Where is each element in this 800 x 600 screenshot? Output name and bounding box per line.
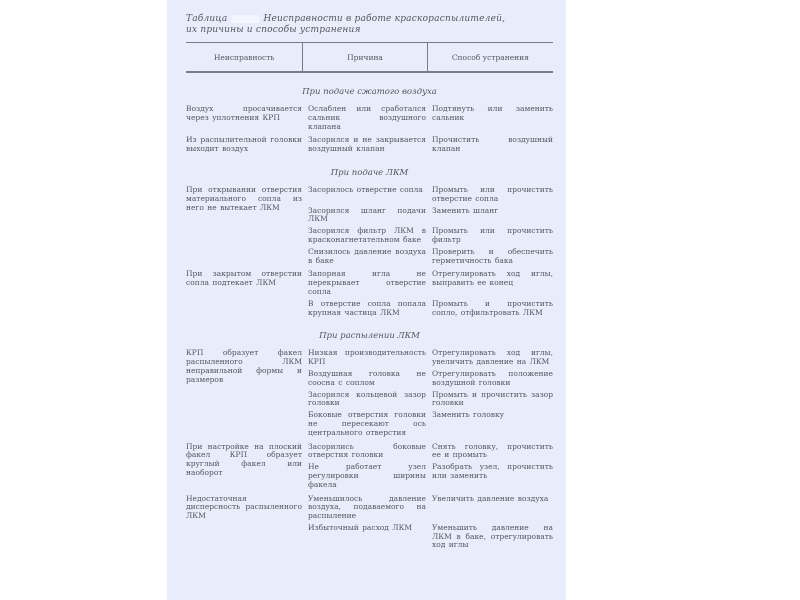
cause-remedy-pair bbox=[308, 207, 553, 225]
cause-remedy-list bbox=[308, 186, 553, 265]
cause-cell: В отверстие сопла попала крупная частица ЛКМ bbox=[308, 298, 426, 317]
fault-cell: Воздух просачивается через уплотнения КРП bbox=[186, 104, 302, 122]
remedy-cell: Уменьшить давление на ЛКМ в баке, отрегулировать ход иглы bbox=[432, 522, 553, 550]
fault-cell: Из распылительной головки выходит воздух bbox=[186, 135, 302, 154]
cause-remedy-list bbox=[308, 495, 553, 551]
table-row bbox=[186, 495, 553, 551]
cause-remedy-pair bbox=[308, 186, 553, 204]
remedy-cell: Разобрать узел, прочистить или заменить bbox=[432, 462, 553, 480]
remedy-cell: Подтянуть или заменить сальник bbox=[432, 104, 553, 122]
document-content bbox=[167, 0, 566, 550]
cause-cell: Засорился и не закрывается воздушный клапан bbox=[308, 135, 426, 154]
table-label: Таблица bbox=[186, 14, 228, 24]
cause-remedy-pair bbox=[308, 443, 553, 461]
cause-cell: Запорная игла не перекрывает отверстие сопла bbox=[308, 269, 426, 296]
fault-cell: При закрытом отверстии сопла подтекает ЛКМ bbox=[186, 269, 302, 288]
remedy-cell: Заменить шланг bbox=[432, 205, 499, 215]
cause-remedy-list bbox=[308, 136, 553, 154]
fault-cell: Недостаточная дисперсность распыленного ЛКМ bbox=[186, 493, 302, 521]
cause-remedy-list bbox=[308, 349, 553, 437]
cause-remedy-pair bbox=[308, 136, 553, 154]
table-row bbox=[186, 443, 553, 490]
cause-remedy-pair bbox=[308, 463, 553, 489]
cause-remedy-pair bbox=[308, 495, 553, 521]
cause-cell: Избыточный расход ЛКМ bbox=[308, 522, 413, 532]
remedy-cell: Заменить головку bbox=[432, 410, 505, 420]
fault-cell: КРП образует факел распыленного ЛКМ неправильной формы и размеров bbox=[186, 348, 302, 384]
table-body bbox=[186, 87, 553, 550]
cause-cell: Воздушная головка не соосна с соплом bbox=[308, 368, 426, 387]
cause-remedy-list bbox=[308, 270, 553, 317]
cause-remedy-pair bbox=[308, 270, 553, 296]
cause-cell: Уменьшилось давление воздуха, подаваемого на распыление bbox=[308, 493, 426, 521]
section-heading: При подаче ЛКМ bbox=[330, 167, 409, 178]
remedy-cell: Снять головку, прочистить ее и промыть bbox=[432, 441, 553, 460]
table-row bbox=[186, 136, 553, 154]
cause-remedy-pair bbox=[308, 370, 553, 388]
section-heading: При подаче сжатого воздуха bbox=[302, 87, 437, 97]
remedy-cell: Отрегулировать положение воздушной головки bbox=[432, 368, 553, 387]
document-title bbox=[186, 14, 553, 35]
cause-cell: Засорилось отверстие сопла bbox=[308, 184, 423, 194]
remedy-cell: Промыть и прочистить сопло, отфильтровать ЛКМ bbox=[432, 298, 553, 317]
cause-cell: Низкая производительность КРП bbox=[308, 348, 426, 367]
cause-remedy-list bbox=[308, 443, 553, 490]
scanned-page bbox=[167, 0, 566, 600]
cause-remedy-pair bbox=[308, 300, 553, 318]
cause-cell: Ослаблен или сработался сальник воздушного клапана bbox=[308, 104, 426, 131]
table-row bbox=[186, 105, 553, 131]
fault-cell: При настройке на плоский факел КРП образует круглый факел или наоборот bbox=[186, 441, 302, 477]
table-row bbox=[186, 270, 553, 317]
remedy-cell: Отрегулировать ход иглы, увеличить давление на ЛКМ bbox=[432, 348, 553, 367]
cause-remedy-pair bbox=[308, 248, 553, 266]
section-heading: При распылении ЛКМ bbox=[319, 331, 420, 342]
cause-remedy-pair bbox=[308, 411, 553, 437]
column-header: Способ устранения bbox=[427, 43, 553, 71]
remedy-cell: Проверить и обеспечить герметичность бака bbox=[432, 246, 553, 265]
cause-remedy-pair bbox=[308, 349, 553, 367]
cause-remedy-list bbox=[308, 105, 553, 131]
cause-cell: Боковые отверстия головки не пересекают ось центрального отверстия bbox=[308, 410, 426, 437]
cause-remedy-pair bbox=[308, 227, 553, 245]
table-header bbox=[186, 42, 553, 73]
cause-cell: Не работает узел регулировки ширины факела bbox=[308, 462, 426, 489]
column-header: Неисправность bbox=[213, 53, 275, 62]
fault-cell: При открывании отверстия материального сопла из него не вытекает ЛКМ bbox=[186, 184, 302, 212]
remedy-cell: Промыть или прочистить фильтр bbox=[432, 226, 553, 244]
cause-remedy-pair bbox=[308, 105, 553, 131]
cause-remedy-pair bbox=[308, 524, 553, 550]
title-line2: их причины и способы устранения bbox=[186, 24, 361, 35]
remedy-cell: Прочистить воздушный клапан bbox=[432, 135, 553, 154]
table-row bbox=[186, 349, 553, 437]
remedy-cell: Увеличить давление воздуха bbox=[432, 493, 549, 503]
remedy-cell: Промыть или прочистить отверстие сопла bbox=[432, 184, 553, 203]
table-row bbox=[186, 186, 553, 265]
erased-table-number bbox=[231, 15, 259, 23]
remedy-cell: Промыть и прочистить зазор головки bbox=[432, 389, 553, 408]
cause-cell: Засорился фильтр ЛКМ в красконагнетательном баке bbox=[308, 226, 426, 244]
cause-cell: Засорились боковые отверстия головки bbox=[308, 441, 426, 460]
column-header: Причина bbox=[302, 43, 426, 71]
cause-cell: Снизилось давление воздуха в баке bbox=[308, 246, 426, 265]
cause-cell: Засорился кольцевой зазор головки bbox=[308, 389, 426, 408]
title-line1: Неисправности в работе краскораспылителей, bbox=[263, 14, 506, 24]
cause-cell: Засорился шланг подачи ЛКМ bbox=[308, 205, 426, 224]
cause-remedy-pair bbox=[308, 391, 553, 409]
remedy-cell: Отрегулировать ход иглы, выправить ее конец bbox=[432, 269, 553, 288]
